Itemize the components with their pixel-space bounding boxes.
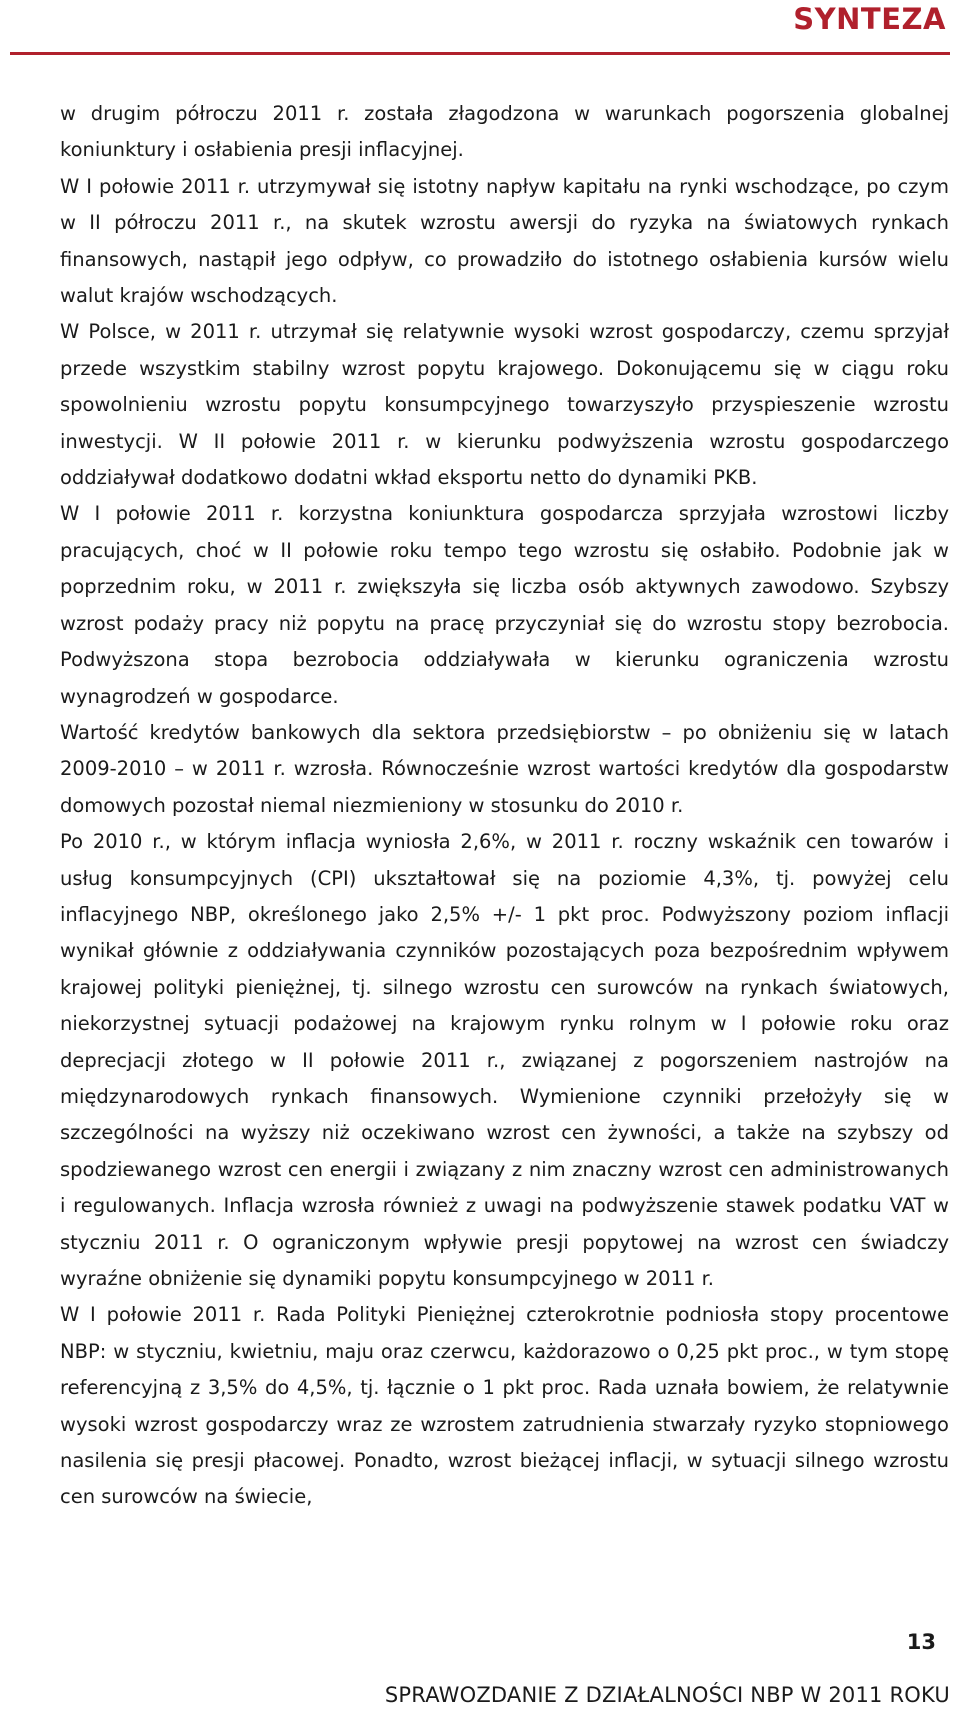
body-text — [60, 96, 949, 1516]
section-title: SYNTEZA — [793, 2, 946, 36]
paragraph-4: W I połowie 2011 r. korzystna koniunktura gospodarcza sprzyjała wzrostowi liczby pracujących, choć w II połowie roku tempo tego wzrostu się osłabiło. Podobnie jak w poprzednim roku, w 2011 r. zwiększyła się liczba osób aktywnych zawodowo. Szybszy wzrost podaży pracy niż popytu na pracę przyczyniał się do wzrostu stopy bezrobocia. Podwyższona stopa bezrobocia oddziaływała w kierunku ograniczenia wzrostu wynagrodzeń w gospodarce. — [60, 502, 949, 708]
paragraph-1: w drugim półroczu 2011 r. została złagodzona w warunkach pogorszenia globalnej koniunktury i osłabienia presji inflacyjnej. — [60, 102, 949, 162]
report-title-footer: SPRAWOZDANIE Z DZIAŁALNOŚCI NBP W 2011 ROKU — [384, 1683, 950, 1707]
paragraph-2: W I połowie 2011 r. utrzymywał się istotny napływ kapitału na rynki wschodzące, po czym w II półroczu 2011 r., na skutek wzrostu awersji do ryzyka na światowych rynkach finansowych, nastąpił jego odpływ, co prowadziło do istotnego osłabienia kursów wielu walut krajów wschodzących. — [60, 174, 949, 308]
paragraph-3: W Polsce, w 2011 r. utrzymał się relatywnie wysoki wzrost gospodarczy, czemu sprzyjał przede wszystkim stabilny wzrost popytu krajowego. Dokonującemu się w ciągu roku spowolnieniu wzrostu popytu konsumpcyjnego towarzyszyło przyspieszenie wzrostu inwestycji. W II połowie 2011 r. w kierunku podwyższenia wzrostu gospodarczego oddziaływał dodatkowo dodatni wkład eksportu netto do dynamiki PKB. — [60, 320, 949, 490]
paragraph-5: Wartość kredytów bankowych dla sektora przedsiębiorstw – po obniżeniu się w latach 2009-2010 – w 2011 r. wzrosła. Równocześnie wzrost wartości kredytów dla gospodarstw domowych pozostał niemal niezmieniony w stosunku do 2010 r. — [60, 720, 949, 817]
paragraph-6: Po 2010 r., w którym inflacja wyniosła 2,6%, w 2011 r. roczny wskaźnik cen towarów i usług konsumpcyjnych (CPI) ukształtował się na poziomie 4,3%, tj. powyżej celu inflacyjnego NBP, określonego jako 2,5% +/- 1 pkt proc. Podwyższony poziom inflacji wynikał głównie z oddziaływania czynników pozostających poza bezpośrednim wpływem krajowej polityki pieniężnej, tj. silnego wzrostu cen surowców na rynkach światowych, niekorzystnej sytuacji podażowej na krajowym rynku rolnym w I połowie roku oraz deprecjacji złotego w II połowie 2011 r., związanej z pogorszeniem nastrojów na międzynarodowych rynkach finansowych. Wymienione czynniki przełożyły się w szczególności na wyższy niż oczekiwano wzrost cen żywności, a także na szybszy od spodziewanego wzrost cen energii i związany z nim znaczny wzrost cen administrowanych i regulowanych. Inflacja wzrosła również z uwagi na podwyższenie stawek podatku VAT w styczniu 2011 r. O ograniczonym wpływie presji popytowej na wzrost cen świadczy wyraźne obniżenie się dynamiki popytu konsumpcyjnego w 2011 r. — [60, 830, 949, 1290]
paragraph-7: W I połowie 2011 r. Rada Polityki Pieniężnej czterokrotnie podniosła stopy procentowe NBP: w styczniu, kwietniu, maju oraz czerwcu, każdorazowo o 0,25 pkt proc., w tym stopę referencyjną z 3,5% do 4,5%, tj. łącznie o 1 pkt proc. Rada uznała bowiem, że relatywnie wysoki wzrost gospodarczy wraz ze wzrostem zatrudnienia stwarzały ryzyko stopniowego nasilenia się presji płacowej. Ponadto, wzrost bieżącej inflacji, w sytuacji silnego wzrostu cen surowców na świecie, — [60, 1303, 949, 1509]
page-number: 13 — [906, 1630, 936, 1654]
page-header — [10, 0, 950, 55]
